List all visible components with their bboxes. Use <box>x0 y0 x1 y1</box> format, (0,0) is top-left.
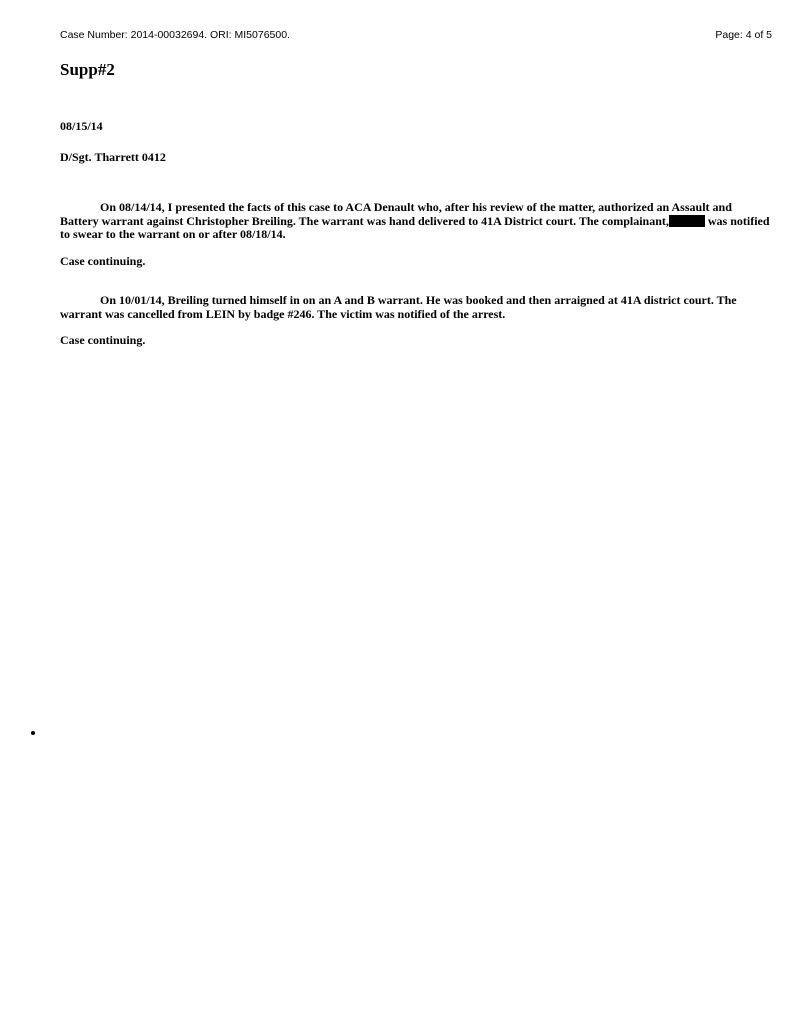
case-status: Case continuing. <box>60 253 146 268</box>
scan-speck <box>31 731 35 735</box>
case-status: Case continuing. <box>60 333 146 347</box>
paragraph-text: was notified to swear to the warrant on or after 08/18/14. <box>60 213 770 241</box>
redaction-block <box>669 215 705 227</box>
officer-name: D/Sgt. Tharrett 0412 <box>60 149 166 164</box>
report-date: 08/15/14 <box>60 119 103 133</box>
narrative-paragraph <box>60 201 772 242</box>
report-body <box>60 60 772 348</box>
narrative-paragraph: On 10/01/14, Breiling turned himself in on an A and B warrant. He was booked and then arraigned at 41A district court. The warrant was cancelled from LEIN by badge #246. The victim was notified of the arrest. <box>60 293 737 321</box>
page-number: Page: 4 of 5 <box>715 29 772 41</box>
case-number-header: Case Number: 2014-00032694. ORI: MI5076500. <box>60 29 290 41</box>
report-title: Supp#2 <box>60 60 115 79</box>
paragraph-text: On 08/14/14, I presented the facts of this case to ACA Denault who, after his review of the matter, authorized an Assault and Battery warrant against Christopher Breiling. The warrant was hand delivered to 41A District court. The complainant, <box>60 200 732 228</box>
